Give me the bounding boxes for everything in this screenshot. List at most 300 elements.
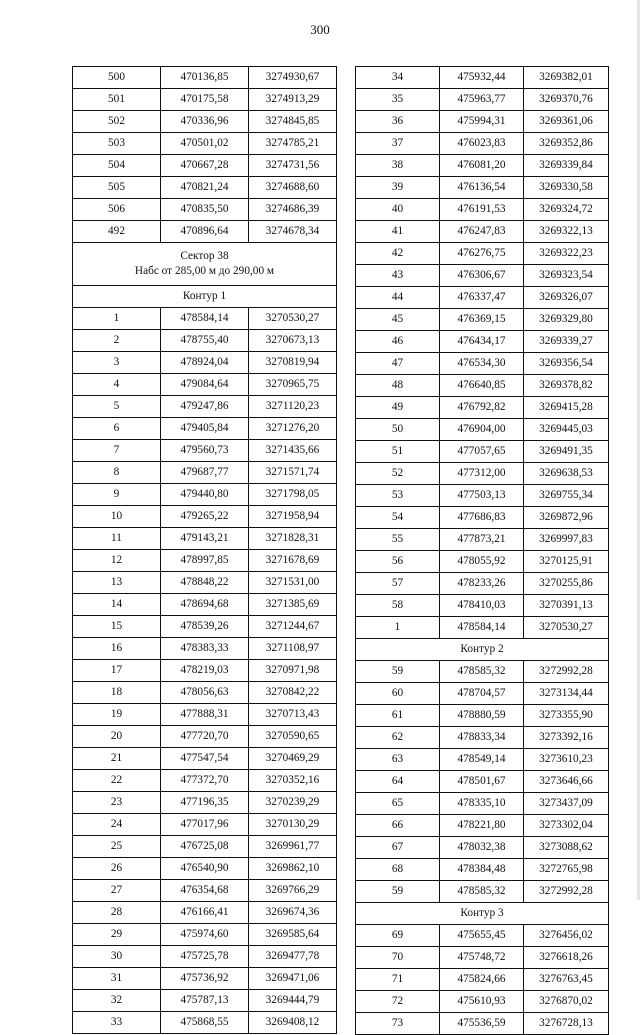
y-coordinate-cell: 3270713,43	[249, 704, 337, 726]
point-number-cell: 16	[73, 638, 161, 660]
point-number-cell: 20	[73, 726, 161, 748]
x-coordinate-cell: 475736,92	[161, 968, 249, 990]
point-number-cell: 17	[73, 660, 161, 682]
table-row	[356, 375, 609, 397]
y-coordinate-cell: 3276728,13	[524, 1013, 609, 1035]
y-coordinate-cell: 3273437,09	[524, 793, 609, 815]
point-number-cell: 503	[73, 133, 161, 155]
point-number-cell: 31	[73, 968, 161, 990]
y-coordinate-cell: 3269408,12	[249, 1012, 337, 1034]
x-coordinate-cell: 475824,66	[440, 969, 524, 991]
section-heading	[356, 639, 609, 661]
point-number-cell: 15	[73, 616, 161, 638]
table-row	[356, 947, 609, 969]
table-row	[73, 968, 337, 990]
table-row	[356, 815, 609, 837]
table-row	[356, 111, 609, 133]
y-coordinate-cell: 3270971,98	[249, 660, 337, 682]
x-coordinate-cell: 476904,00	[440, 419, 524, 441]
table-row	[73, 308, 337, 330]
x-coordinate-cell: 478501,67	[440, 771, 524, 793]
table-row	[356, 265, 609, 287]
section-heading-line: Контур 2	[460, 642, 504, 655]
y-coordinate-cell: 3274686,39	[249, 199, 337, 221]
point-number-cell: 45	[356, 309, 440, 331]
y-coordinate-cell: 3270125,91	[524, 551, 609, 573]
table-row	[73, 396, 337, 418]
y-coordinate-cell: 3269674,36	[249, 902, 337, 924]
x-coordinate-cell: 478221,80	[440, 815, 524, 837]
point-number-cell: 65	[356, 793, 440, 815]
y-coordinate-cell: 3270819,94	[249, 352, 337, 374]
x-coordinate-cell: 475725,78	[161, 946, 249, 968]
y-coordinate-cell: 3271798,05	[249, 484, 337, 506]
table-row	[356, 177, 609, 199]
x-coordinate-cell: 476540,90	[161, 858, 249, 880]
x-coordinate-cell: 477372,70	[161, 770, 249, 792]
y-coordinate-cell: 3270469,29	[249, 748, 337, 770]
x-coordinate-cell: 470175,58	[161, 89, 249, 111]
x-coordinate-cell: 478848,22	[161, 572, 249, 594]
table-row	[73, 177, 337, 199]
x-coordinate-cell: 478055,92	[440, 551, 524, 573]
point-number-cell: 56	[356, 551, 440, 573]
y-coordinate-cell: 3270391,13	[524, 595, 609, 617]
y-coordinate-cell: 3276763,45	[524, 969, 609, 991]
y-coordinate-cell: 3269585,64	[249, 924, 337, 946]
point-number-cell: 21	[73, 748, 161, 770]
y-coordinate-cell: 3273646,66	[524, 771, 609, 793]
x-coordinate-cell: 470821,24	[161, 177, 249, 199]
point-number-cell: 8	[73, 462, 161, 484]
x-coordinate-cell: 470896,64	[161, 221, 249, 243]
point-number-cell: 30	[73, 946, 161, 968]
point-number-cell: 63	[356, 749, 440, 771]
point-number-cell: 50	[356, 419, 440, 441]
point-number-cell: 502	[73, 111, 161, 133]
x-coordinate-cell: 476725,08	[161, 836, 249, 858]
table-row	[73, 836, 337, 858]
y-coordinate-cell: 3269491,35	[524, 441, 609, 463]
point-number-cell: 22	[73, 770, 161, 792]
x-coordinate-cell: 478704,57	[440, 683, 524, 705]
x-coordinate-cell: 477547,54	[161, 748, 249, 770]
y-coordinate-cell: 3269638,53	[524, 463, 609, 485]
x-coordinate-cell: 470336,96	[161, 111, 249, 133]
section-heading	[356, 903, 609, 925]
table-row	[356, 969, 609, 991]
y-coordinate-cell: 3271108,97	[249, 638, 337, 660]
table-row	[73, 726, 337, 748]
table-row	[356, 397, 609, 419]
x-coordinate-cell: 479560,73	[161, 440, 249, 462]
point-number-cell: 47	[356, 353, 440, 375]
x-coordinate-cell: 478833,34	[440, 727, 524, 749]
table-row	[73, 484, 337, 506]
x-coordinate-cell: 475610,93	[440, 991, 524, 1013]
y-coordinate-cell: 3270239,29	[249, 792, 337, 814]
x-coordinate-cell: 477196,35	[161, 792, 249, 814]
point-number-cell: 10	[73, 506, 161, 528]
point-number-cell: 41	[356, 221, 440, 243]
y-coordinate-cell: 3269330,58	[524, 177, 609, 199]
point-number-cell: 58	[356, 595, 440, 617]
table-row	[73, 880, 337, 902]
y-coordinate-cell: 3269872,96	[524, 507, 609, 529]
table-row	[73, 111, 337, 133]
y-coordinate-cell: 3269378,82	[524, 375, 609, 397]
x-coordinate-cell: 478233,26	[440, 573, 524, 595]
point-number-cell: 13	[73, 572, 161, 594]
table-row	[356, 859, 609, 881]
table-row	[73, 594, 337, 616]
x-coordinate-cell: 476354,68	[161, 880, 249, 902]
table-row	[73, 506, 337, 528]
y-coordinate-cell: 3274678,34	[249, 221, 337, 243]
point-number-cell: 61	[356, 705, 440, 727]
x-coordinate-cell: 478410,03	[440, 595, 524, 617]
table-row	[73, 858, 337, 880]
point-number-cell: 66	[356, 815, 440, 837]
x-coordinate-cell: 478056,63	[161, 682, 249, 704]
y-coordinate-cell: 3269329,80	[524, 309, 609, 331]
x-coordinate-cell: 479440,80	[161, 484, 249, 506]
y-coordinate-cell: 3269862,10	[249, 858, 337, 880]
x-coordinate-cell: 475787,13	[161, 990, 249, 1012]
x-coordinate-cell: 478384,48	[440, 859, 524, 881]
table-row	[356, 661, 609, 683]
section-heading-line: Контур 1	[182, 289, 227, 302]
y-coordinate-cell: 3271276,20	[249, 418, 337, 440]
table-row	[356, 133, 609, 155]
y-coordinate-cell: 3273355,90	[524, 705, 609, 727]
point-number-cell: 59	[356, 661, 440, 683]
point-number-cell: 57	[356, 573, 440, 595]
y-coordinate-cell: 3272992,28	[524, 881, 609, 903]
x-coordinate-cell: 476640,85	[440, 375, 524, 397]
table-row	[356, 727, 609, 749]
table-row	[73, 89, 337, 111]
point-number-cell: 33	[73, 1012, 161, 1034]
point-number-cell: 9	[73, 484, 161, 506]
y-coordinate-cell: 3276456,02	[524, 925, 609, 947]
point-number-cell: 43	[356, 265, 440, 287]
y-coordinate-cell: 3269382,01	[524, 67, 609, 89]
section-heading-line: Набс от 285,00 м до 290,00 м	[134, 264, 275, 277]
x-coordinate-cell: 479247,86	[161, 396, 249, 418]
section-heading-line: Контур 3	[460, 906, 504, 919]
table-row	[73, 221, 337, 243]
x-coordinate-cell: 477017,96	[161, 814, 249, 836]
table-row	[356, 749, 609, 771]
x-coordinate-cell: 478584,14	[161, 308, 249, 330]
y-coordinate-cell: 3269356,54	[524, 353, 609, 375]
y-coordinate-cell: 3271678,69	[249, 550, 337, 572]
table-row	[356, 705, 609, 727]
section-heading	[73, 286, 337, 308]
y-coordinate-cell: 3272765,98	[524, 859, 609, 881]
point-number-cell: 55	[356, 529, 440, 551]
x-coordinate-cell: 470835,50	[161, 199, 249, 221]
point-number-cell: 504	[73, 155, 161, 177]
y-coordinate-cell: 3270530,27	[524, 617, 609, 639]
x-coordinate-cell: 475748,72	[440, 947, 524, 969]
y-coordinate-cell: 3276870,02	[524, 991, 609, 1013]
point-number-cell: 11	[73, 528, 161, 550]
point-number-cell: 1	[73, 308, 161, 330]
point-number-cell: 36	[356, 111, 440, 133]
section-heading-row	[73, 243, 337, 286]
y-coordinate-cell: 3270842,22	[249, 682, 337, 704]
section-heading-row	[356, 639, 609, 661]
point-number-cell: 492	[73, 221, 161, 243]
x-coordinate-cell: 478585,32	[440, 881, 524, 903]
x-coordinate-cell: 479405,84	[161, 418, 249, 440]
table-row	[73, 352, 337, 374]
x-coordinate-cell: 476434,17	[440, 331, 524, 353]
y-coordinate-cell: 3271828,31	[249, 528, 337, 550]
table-row	[73, 550, 337, 572]
x-coordinate-cell: 479265,22	[161, 506, 249, 528]
table-row	[73, 199, 337, 221]
y-coordinate-cell: 3269961,77	[249, 836, 337, 858]
x-coordinate-cell: 475932,44	[440, 67, 524, 89]
table-row	[73, 638, 337, 660]
point-number-cell: 49	[356, 397, 440, 419]
y-coordinate-cell: 3271958,94	[249, 506, 337, 528]
coordinates-table-right	[355, 66, 609, 1035]
table-row	[356, 683, 609, 705]
y-coordinate-cell: 3270673,13	[249, 330, 337, 352]
point-number-cell: 34	[356, 67, 440, 89]
point-number-cell: 28	[73, 902, 161, 924]
x-coordinate-cell: 477720,70	[161, 726, 249, 748]
y-coordinate-cell: 3271385,69	[249, 594, 337, 616]
y-coordinate-cell: 3273302,04	[524, 815, 609, 837]
y-coordinate-cell: 3273134,44	[524, 683, 609, 705]
table-row	[73, 748, 337, 770]
y-coordinate-cell: 3270965,75	[249, 374, 337, 396]
x-coordinate-cell: 478585,32	[440, 661, 524, 683]
y-coordinate-cell: 3274785,21	[249, 133, 337, 155]
x-coordinate-cell: 470667,28	[161, 155, 249, 177]
x-coordinate-cell: 476247,83	[440, 221, 524, 243]
point-number-cell: 40	[356, 199, 440, 221]
point-number-cell: 506	[73, 199, 161, 221]
point-number-cell: 73	[356, 1013, 440, 1035]
y-coordinate-cell: 3271120,23	[249, 396, 337, 418]
y-coordinate-cell: 3269322,23	[524, 243, 609, 265]
point-number-cell: 35	[356, 89, 440, 111]
point-number-cell: 23	[73, 792, 161, 814]
table-row	[356, 155, 609, 177]
point-number-cell: 27	[73, 880, 161, 902]
x-coordinate-cell: 475655,45	[440, 925, 524, 947]
section-heading-row	[73, 286, 337, 308]
x-coordinate-cell: 478219,03	[161, 660, 249, 682]
section-heading-row	[356, 903, 609, 925]
y-coordinate-cell: 3274913,29	[249, 89, 337, 111]
x-coordinate-cell: 478997,85	[161, 550, 249, 572]
table-row	[73, 440, 337, 462]
y-coordinate-cell: 3273088,62	[524, 837, 609, 859]
x-coordinate-cell: 475868,55	[161, 1012, 249, 1034]
x-coordinate-cell: 477888,31	[161, 704, 249, 726]
point-number-cell: 60	[356, 683, 440, 705]
point-number-cell: 53	[356, 485, 440, 507]
point-number-cell: 68	[356, 859, 440, 881]
table-row	[73, 814, 337, 836]
table-row	[356, 309, 609, 331]
y-coordinate-cell: 3269415,28	[524, 397, 609, 419]
point-number-cell: 6	[73, 418, 161, 440]
table-row	[356, 507, 609, 529]
x-coordinate-cell: 476534,30	[440, 353, 524, 375]
table-row	[356, 771, 609, 793]
y-coordinate-cell: 3270530,27	[249, 308, 337, 330]
table-row	[356, 1013, 609, 1035]
y-coordinate-cell: 3269326,07	[524, 287, 609, 309]
x-coordinate-cell: 476136,54	[440, 177, 524, 199]
page-number: 300	[310, 22, 330, 37]
y-coordinate-cell: 3269370,76	[524, 89, 609, 111]
x-coordinate-cell: 478549,14	[440, 749, 524, 771]
x-coordinate-cell: 476023,83	[440, 133, 524, 155]
y-coordinate-cell: 3270590,65	[249, 726, 337, 748]
table-row	[73, 528, 337, 550]
x-coordinate-cell: 470136,85	[161, 67, 249, 89]
point-number-cell: 54	[356, 507, 440, 529]
point-number-cell: 70	[356, 947, 440, 969]
y-coordinate-cell: 3271531,00	[249, 572, 337, 594]
x-coordinate-cell: 479687,77	[161, 462, 249, 484]
y-coordinate-cell: 3273392,16	[524, 727, 609, 749]
x-coordinate-cell: 477503,13	[440, 485, 524, 507]
table-row	[73, 704, 337, 726]
point-number-cell: 4	[73, 374, 161, 396]
x-coordinate-cell: 476191,53	[440, 199, 524, 221]
x-coordinate-cell: 478539,26	[161, 616, 249, 638]
point-number-cell: 64	[356, 771, 440, 793]
x-coordinate-cell: 475974,60	[161, 924, 249, 946]
point-number-cell: 29	[73, 924, 161, 946]
y-coordinate-cell: 3269997,83	[524, 529, 609, 551]
table-row	[356, 243, 609, 265]
x-coordinate-cell: 475994,31	[440, 111, 524, 133]
x-coordinate-cell: 476306,67	[440, 265, 524, 287]
point-number-cell: 38	[356, 155, 440, 177]
table-row	[73, 133, 337, 155]
y-coordinate-cell: 3269444,79	[249, 990, 337, 1012]
table-row	[73, 462, 337, 484]
x-coordinate-cell: 478032,38	[440, 837, 524, 859]
y-coordinate-cell: 3276618,26	[524, 947, 609, 969]
table-row	[356, 881, 609, 903]
y-coordinate-cell: 3270130,29	[249, 814, 337, 836]
y-coordinate-cell: 3272992,28	[524, 661, 609, 683]
table-row	[73, 572, 337, 594]
y-coordinate-cell: 3269766,29	[249, 880, 337, 902]
y-coordinate-cell: 3274845,85	[249, 111, 337, 133]
y-coordinate-cell: 3270255,86	[524, 573, 609, 595]
x-coordinate-cell: 478880,59	[440, 705, 524, 727]
table-row	[356, 837, 609, 859]
x-coordinate-cell: 470501,02	[161, 133, 249, 155]
table-row	[356, 573, 609, 595]
point-number-cell: 5	[73, 396, 161, 418]
point-number-cell: 25	[73, 836, 161, 858]
x-coordinate-cell: 476081,20	[440, 155, 524, 177]
table-row	[356, 485, 609, 507]
point-number-cell: 505	[73, 177, 161, 199]
table-row	[73, 155, 337, 177]
y-coordinate-cell: 3269471,06	[249, 968, 337, 990]
table-row	[73, 418, 337, 440]
point-number-cell: 32	[73, 990, 161, 1012]
table-row	[356, 331, 609, 353]
point-number-cell: 69	[356, 925, 440, 947]
table-row	[356, 463, 609, 485]
point-number-cell: 12	[73, 550, 161, 572]
point-number-cell: 46	[356, 331, 440, 353]
y-coordinate-cell: 3269323,54	[524, 265, 609, 287]
table-row	[73, 374, 337, 396]
point-number-cell: 51	[356, 441, 440, 463]
table-row	[356, 67, 609, 89]
table-row	[356, 441, 609, 463]
x-coordinate-cell: 476792,82	[440, 397, 524, 419]
point-number-cell: 500	[73, 67, 161, 89]
y-coordinate-cell: 3269322,13	[524, 221, 609, 243]
y-coordinate-cell: 3270352,16	[249, 770, 337, 792]
y-coordinate-cell: 3274930,67	[249, 67, 337, 89]
point-number-cell: 48	[356, 375, 440, 397]
table-row	[73, 902, 337, 924]
x-coordinate-cell: 477057,65	[440, 441, 524, 463]
table-row	[73, 792, 337, 814]
point-number-cell: 7	[73, 440, 161, 462]
table-row	[356, 419, 609, 441]
y-coordinate-cell: 3269352,86	[524, 133, 609, 155]
x-coordinate-cell: 476337,47	[440, 287, 524, 309]
y-coordinate-cell: 3269339,27	[524, 331, 609, 353]
point-number-cell: 26	[73, 858, 161, 880]
table-row	[356, 89, 609, 111]
point-number-cell: 14	[73, 594, 161, 616]
y-coordinate-cell: 3269339,84	[524, 155, 609, 177]
y-coordinate-cell: 3273610,23	[524, 749, 609, 771]
point-number-cell: 37	[356, 133, 440, 155]
table-row	[73, 660, 337, 682]
x-coordinate-cell: 478924,04	[161, 352, 249, 374]
point-number-cell: 39	[356, 177, 440, 199]
y-coordinate-cell: 3269445,03	[524, 419, 609, 441]
y-coordinate-cell: 3269361,06	[524, 111, 609, 133]
y-coordinate-cell: 3271244,67	[249, 616, 337, 638]
table-row	[356, 991, 609, 1013]
table-row	[73, 682, 337, 704]
x-coordinate-cell: 476276,75	[440, 243, 524, 265]
table-row	[356, 529, 609, 551]
table-row	[356, 221, 609, 243]
point-number-cell: 71	[356, 969, 440, 991]
table-row	[356, 551, 609, 573]
y-coordinate-cell: 3271571,74	[249, 462, 337, 484]
x-coordinate-cell: 478755,40	[161, 330, 249, 352]
x-coordinate-cell: 478694,68	[161, 594, 249, 616]
table-row	[73, 946, 337, 968]
x-coordinate-cell: 477873,21	[440, 529, 524, 551]
